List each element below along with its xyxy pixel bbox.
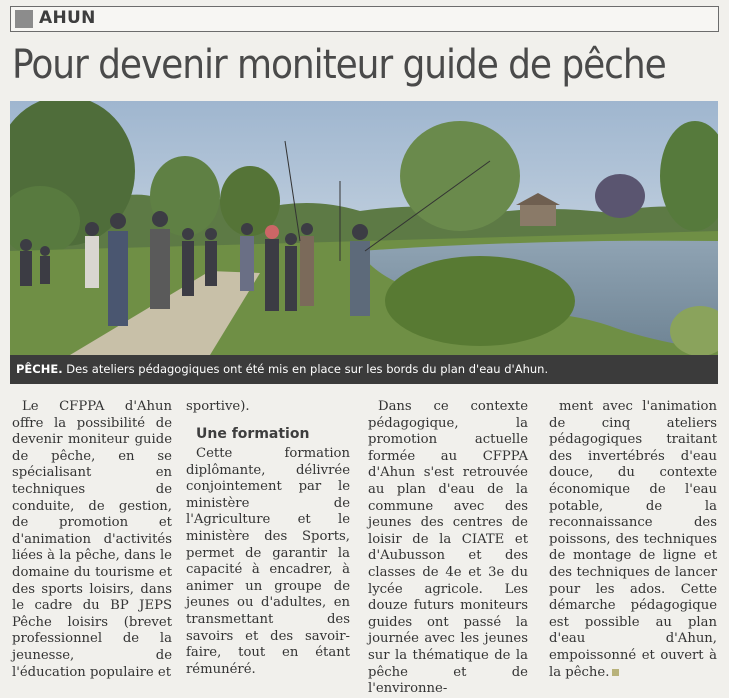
end-of-article-icon (612, 669, 619, 676)
section-label: AHUN (39, 8, 96, 28)
photo-caption (10, 355, 718, 384)
section-header (10, 6, 719, 32)
caption-label: PÊCHE. (16, 362, 63, 376)
article-column-2-continuation: sportive). (186, 399, 250, 414)
article-headline: Pour devenir moniteur guide de pêche (12, 42, 666, 88)
section-marker-icon (15, 10, 33, 28)
caption-text: Des ateliers pédagogiques ont été mis en place sur les bords du plan d'eau d'Ahun. (62, 362, 549, 376)
article-column-2: Cette formation diplômante, délivrée conjointement par le ministère de l'Agriculture et le ministère des Sports, permet de garantir la capacité à encadrer, à animer un groupe de jeunes ou d'adultes, en transmettant des savoirs et des savoir-faire, tout en étant rémunéré. (186, 446, 350, 677)
article-column-4-text: ment avec l'animation de cinq ateliers pédagogiques traitant des invertébrés d'eau douce, du contexte économique de l'eau potable, de la reconnaissance des poissons, des techniques de montage de ligne et des techniques de lancer pour les ados. Cette démarche pédagogique est possible au plan d'eau d'Ahun, empoissonné et ouvert à la pêche. (549, 399, 717, 680)
article-column-1: Le CFPPA d'Ahun offre la possibilité de devenir moniteur guide de pêche, en se spécialisant en techniques de conduite, de gestion, de promotion et d'animation d'activités liées à la pêche, dans le domaine du tourisme et des sports loisirs, dans le cadre du BP JEPS Pêche loisirs (brevet professionnel de la jeunesse, de l'éducation populaire et (12, 399, 172, 680)
photo-lake-anglers-icon (10, 101, 718, 355)
article-column-3: Dans ce contexte pédagogique, la promotion actuelle formée au CFPPA d'Ahun s'est retrouvée au plan d'eau de la commune avec des jeunes des centres de loisir de la CIATE et d'Aubusson et des classes de 4e et 3e du lycée agricole. Les douze futurs moniteurs guides ont passé la journée avec les jeunes sur la thématique de la pêche et de l'environne- (368, 399, 528, 697)
article-subheading: Une formation (196, 426, 310, 442)
article-photo (10, 101, 718, 355)
article-column-4 (549, 399, 717, 681)
